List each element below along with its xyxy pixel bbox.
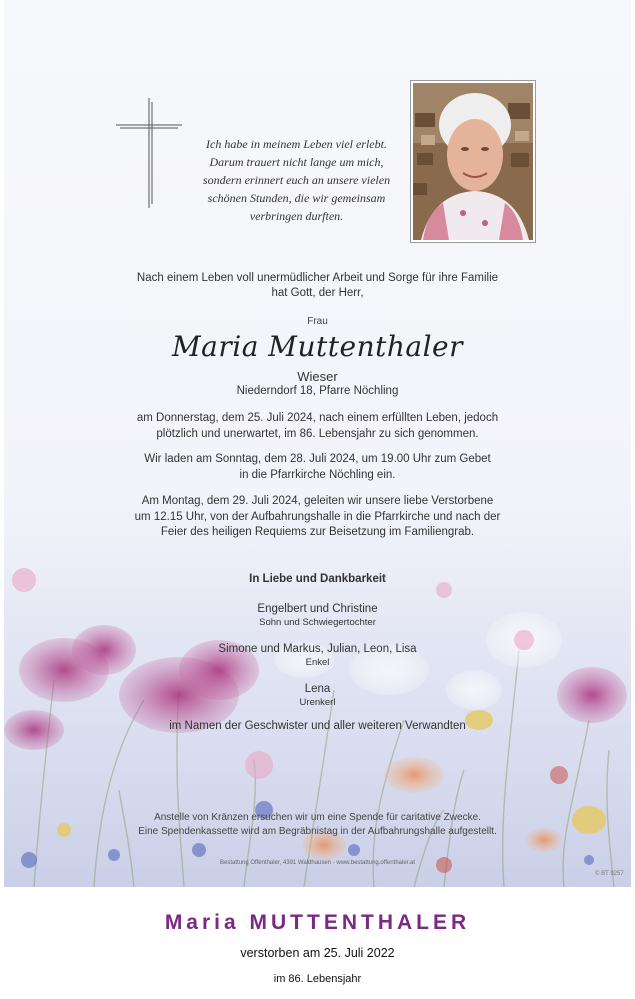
mourners-heading: In Liebe und Dankbarkeit bbox=[249, 573, 386, 585]
mourner-relation: Sohn und Schwiegertochter bbox=[259, 617, 376, 628]
paragraph-line: Wir laden am Sonntag, dem 28. Juli 2024, um 19.00 Uhr zum Gebet bbox=[144, 453, 491, 465]
notice-line: Eine Spendenkassette wird am Begräbnistag in der Aufbahrungshalle aufgestellt. bbox=[138, 826, 497, 837]
deceased-address: Niederndorf 18, Pfarre Nöchling bbox=[236, 385, 399, 397]
obituary-card bbox=[4, 0, 631, 887]
footer-died: verstorben am 25. Juli 2022 bbox=[240, 946, 395, 960]
paragraph-line: am Donnerstag, dem 25. Juli 2024, nach einem erfüllten Leben, jedoch bbox=[136, 412, 499, 424]
salutation: Frau bbox=[307, 316, 328, 327]
mourner-group bbox=[0, 683, 635, 709]
memorial-quote bbox=[184, 135, 409, 225]
mourner-group bbox=[0, 603, 635, 629]
prayer-paragraph bbox=[0, 452, 635, 483]
other-relatives: im Namen der Geschwister und aller weiteren Verwandten bbox=[169, 720, 466, 732]
notice-line: Anstelle von Kränzen ersuchen wir um eine Spende für caritative Zwecke. bbox=[154, 812, 481, 823]
quote-line: Darum trauert nicht lange um mich, bbox=[209, 155, 384, 169]
deceased-name: Maria Muttenthaler bbox=[172, 330, 463, 363]
paragraph-line: in die Pfarrkirche Nöchling ein. bbox=[239, 468, 396, 481]
footer-age: im 86. Lebensjahr bbox=[273, 973, 362, 985]
form-code: © BT 9257 bbox=[595, 871, 624, 877]
mourner-group bbox=[0, 643, 635, 669]
intro-line: Nach einem Leben voll unermüdlicher Arbeit und Sorge für ihre Familie bbox=[136, 272, 499, 284]
mourner-names: Lena bbox=[304, 683, 331, 695]
footer-last-name: MUTTENTHALER bbox=[249, 911, 471, 934]
footer-first-name: Maria bbox=[164, 911, 240, 934]
cross-icon bbox=[116, 98, 182, 210]
portrait-image bbox=[413, 83, 533, 240]
paragraph-line: um 12.15 Uhr, von der Aufbahrungshalle in die Pfarrkirche und nach der bbox=[134, 510, 501, 523]
maiden-name: Wieser bbox=[297, 369, 338, 384]
undertaker-credit: Bestattung Offenthaler, 4391 Waldhausen - www.bestattung.offenthaler.at bbox=[219, 860, 416, 866]
footer-name bbox=[0, 911, 635, 935]
quote-line: verbringen durften. bbox=[249, 209, 344, 223]
death-paragraph bbox=[0, 411, 635, 442]
intro-line: hat Gott, der Herr, bbox=[271, 287, 364, 299]
donation-notice bbox=[0, 811, 635, 839]
quote-line: schönen Stunden, die wir gemeinsam bbox=[207, 191, 386, 205]
quote-line: Ich habe in meinem Leben viel erlebt. bbox=[206, 137, 387, 151]
mourner-names: Engelbert und Christine bbox=[257, 603, 378, 615]
paragraph-line: Am Montag, dem 29. Juli 2024, geleiten wir unsere liebe Verstorbene bbox=[141, 495, 494, 507]
funeral-paragraph bbox=[0, 494, 635, 541]
mourner-relation: Urenkerl bbox=[299, 697, 336, 708]
mourner-names: Simone und Markus, Julian, Leon, Lisa bbox=[218, 643, 417, 655]
paragraph-line: Feier des heiligen Requiems zur Beisetzung im Familiengrab. bbox=[160, 526, 475, 538]
paragraph-line: plötzlich und unerwartet, im 86. Lebensjahr zu sich genommen. bbox=[156, 427, 479, 440]
quote-line: sondern erinnert euch an unsere vielen bbox=[202, 173, 391, 187]
portrait-photo bbox=[410, 80, 536, 243]
mourner-relation: Enkel bbox=[305, 657, 330, 668]
intro-text bbox=[0, 271, 635, 301]
